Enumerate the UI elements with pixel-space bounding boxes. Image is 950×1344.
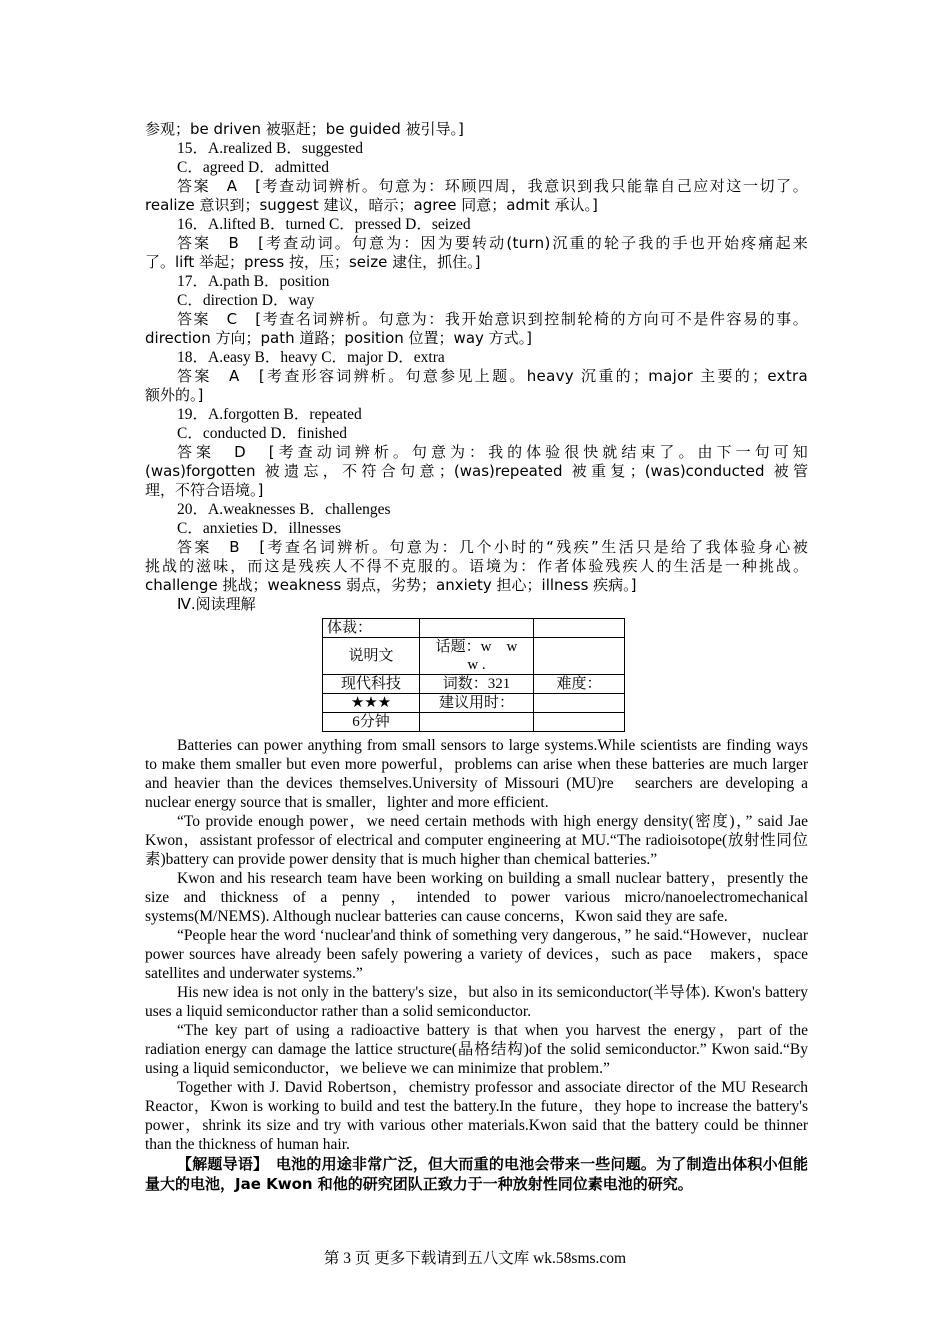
reading-guide-text: 电池的用途非常广泛，但大而重的电池会带来一些问题。为了制造出体积小但能量大的电池，Jae Kwon 和他的研究团队正致力于一种放射性同位素电池的研究。 [145, 1155, 808, 1193]
answer-16-cont: 了。lift 举起；press 按，压；seize 逮住，抓住。] [145, 253, 481, 271]
answer-15: 答案 A [考查动词辨析。句意为：环顾四周，我意识到我只能靠自己应对这一切了。 [177, 177, 808, 195]
passage-paragraph: Together with J. David Robertson，chemistry professor and associate director of the MU Research Reactor，Kwon is working to build and test the battery.In the future，they hope to increase the battery's power，shrink its size and try with various other materials.Kwon said that the battery could be thinner than the thickness of human hair. [145, 1079, 808, 1153]
answer-16: 答案 B [考查动词。句意为：因为要转动(turn)沉重的轮子我的手也开始疼痛起来 [177, 234, 808, 252]
question-16: 16．A.lifted B．turned C．pressed D．seized [177, 216, 471, 233]
answer-20: 答案 B [考查名词辨析。句意为：几个小时的“残疾”生活只是给了我体验身心被 [177, 538, 808, 556]
time-label: 建议用时： [420, 694, 534, 713]
time-value: 6分钟 [323, 713, 420, 732]
question-17-options: C．direction D．way [177, 292, 315, 309]
table-cell [420, 713, 534, 732]
table-cell [534, 619, 625, 638]
reading-guide-label: 【解题导语】 [177, 1155, 261, 1173]
question-19-options: C．conducted D．finished [177, 425, 348, 442]
topic-value: 现代科技 [323, 675, 420, 694]
answer-20-end: challenge 挑战；weakness 弱点，劣势；anxiety 担心；illness 疾病。] [145, 576, 637, 594]
answer-18-cont: 额外的。] [145, 386, 204, 404]
table-cell [534, 638, 625, 675]
answer-19-end: 理，不符合语境。] [145, 481, 264, 499]
question-15-options: C．agreed D．admitted [177, 159, 329, 176]
passage-paragraph: “People hear the word ‘nuclear'and think of something very dangerous，” he said.“However，nuclear power sources have already been safely powering a variety of devices，such as pace makers，space satellites and underwater systems.” [145, 927, 808, 982]
text-line: 参观；be driven 被驱赶；be guided 被引导。] [145, 120, 464, 138]
answer-17: 答案 C [考查名词辨析。句意为：我开始意识到控制轮椅的方向可不是件容易的事。 [177, 310, 808, 328]
topic-label: 话题：w w [435, 639, 518, 655]
answer-15-cont: realize 意识到；suggest 建议，暗示；agree 同意；admit 承认。] [145, 196, 598, 214]
genre-value: 说明文 [323, 638, 420, 675]
question-19: 19．A.forgotten B．repeated [177, 406, 362, 423]
passage-paragraph: Batteries can power anything from small sensors to large systems.While scientists are finding ways to make them smaller but even more powerful，problems can arise when these batteries are much larger and heavier than the devices themselves.University of Missouri (MU)re searchers are developing a nuclear energy source that is smaller，lighter and more efficient. [145, 737, 808, 811]
question-15: 15．A.realized B．suggested [177, 140, 363, 157]
passage-info-table [322, 618, 625, 732]
answer-19-cont: (was)forgotten 被遗忘，不符合句意；(was)repeated 被重复；(was)conducted 被管 [145, 462, 808, 480]
answer-20-cont: 挑战的滋味，而这是残疾人不得不克服的。语境为：作者体验残疾人的生活是一种挑战。 [145, 557, 808, 575]
difficulty-label: 难度： [534, 675, 625, 694]
passage-paragraph: Kwon and his research team have been working on building a small nuclear battery，presently the size and thickness of a penny，intended to power various micro/nanoelectromechanical systems(M/NEMS). Although nuclear batteries can cause concerns，Kwon said they are safe. [145, 870, 808, 925]
question-20: 20．A.weaknesses B．challenges [177, 501, 391, 518]
genre-label: 体裁： [323, 619, 420, 638]
question-17: 17．A.path B．position [177, 273, 330, 290]
topic-label-cell [420, 638, 534, 675]
word-count: 词数：321 [420, 675, 534, 694]
table-cell [534, 713, 625, 732]
answer-18: 答案 A [考查形容词辨析。句意参见上题。heavy 沉重的；major 主要的；extra [177, 367, 808, 385]
passage-paragraph: “The key part of using a radioactive battery is that when you harvest the energy，part of the radiation energy can damage the lattice structure(晶格结构)of the solid semiconductor.” Kwon said.“By using a liquid semiconductor，we believe we can minimize that problem.” [145, 1022, 808, 1077]
passage-paragraph: His new idea is not only in the battery's size，but also in its semiconductor(半导体). Kwon's battery uses a liquid semiconductor rather than a solid semiconductor. [145, 984, 808, 1020]
difficulty-stars: ★★★ [323, 694, 420, 713]
table-cell [420, 619, 534, 638]
reading-guide [145, 1154, 808, 1194]
question-20-options: C．anxieties D．illnesses [177, 520, 342, 537]
question-18: 18．A.easy B．heavy C．major D．extra [177, 349, 445, 366]
passage-paragraph: “To provide enough power，we need certain methods with high energy density(密度)，” said Jae Kwon，assistant professor of electrical and computer engineering at MU.“The radioisotope(放射性同位素)battery can provide power density that is much higher than chemical batteries.” [145, 813, 808, 868]
topic-label-cont: w . [467, 657, 486, 673]
answer-17-cont: direction 方向；path 道路；position 位置；way 方式。] [145, 329, 533, 347]
table-cell [534, 694, 625, 713]
answer-19: 答案 D [考查动词辨析。句意为：我的体验很快就结束了。由下一句可知 [177, 443, 808, 461]
section-heading: Ⅳ.阅读理解 [177, 595, 256, 613]
page-content [145, 120, 808, 1194]
page-footer: 第 3 页 更多下载请到五八文库 wk.58sms.com [323, 1250, 627, 1267]
